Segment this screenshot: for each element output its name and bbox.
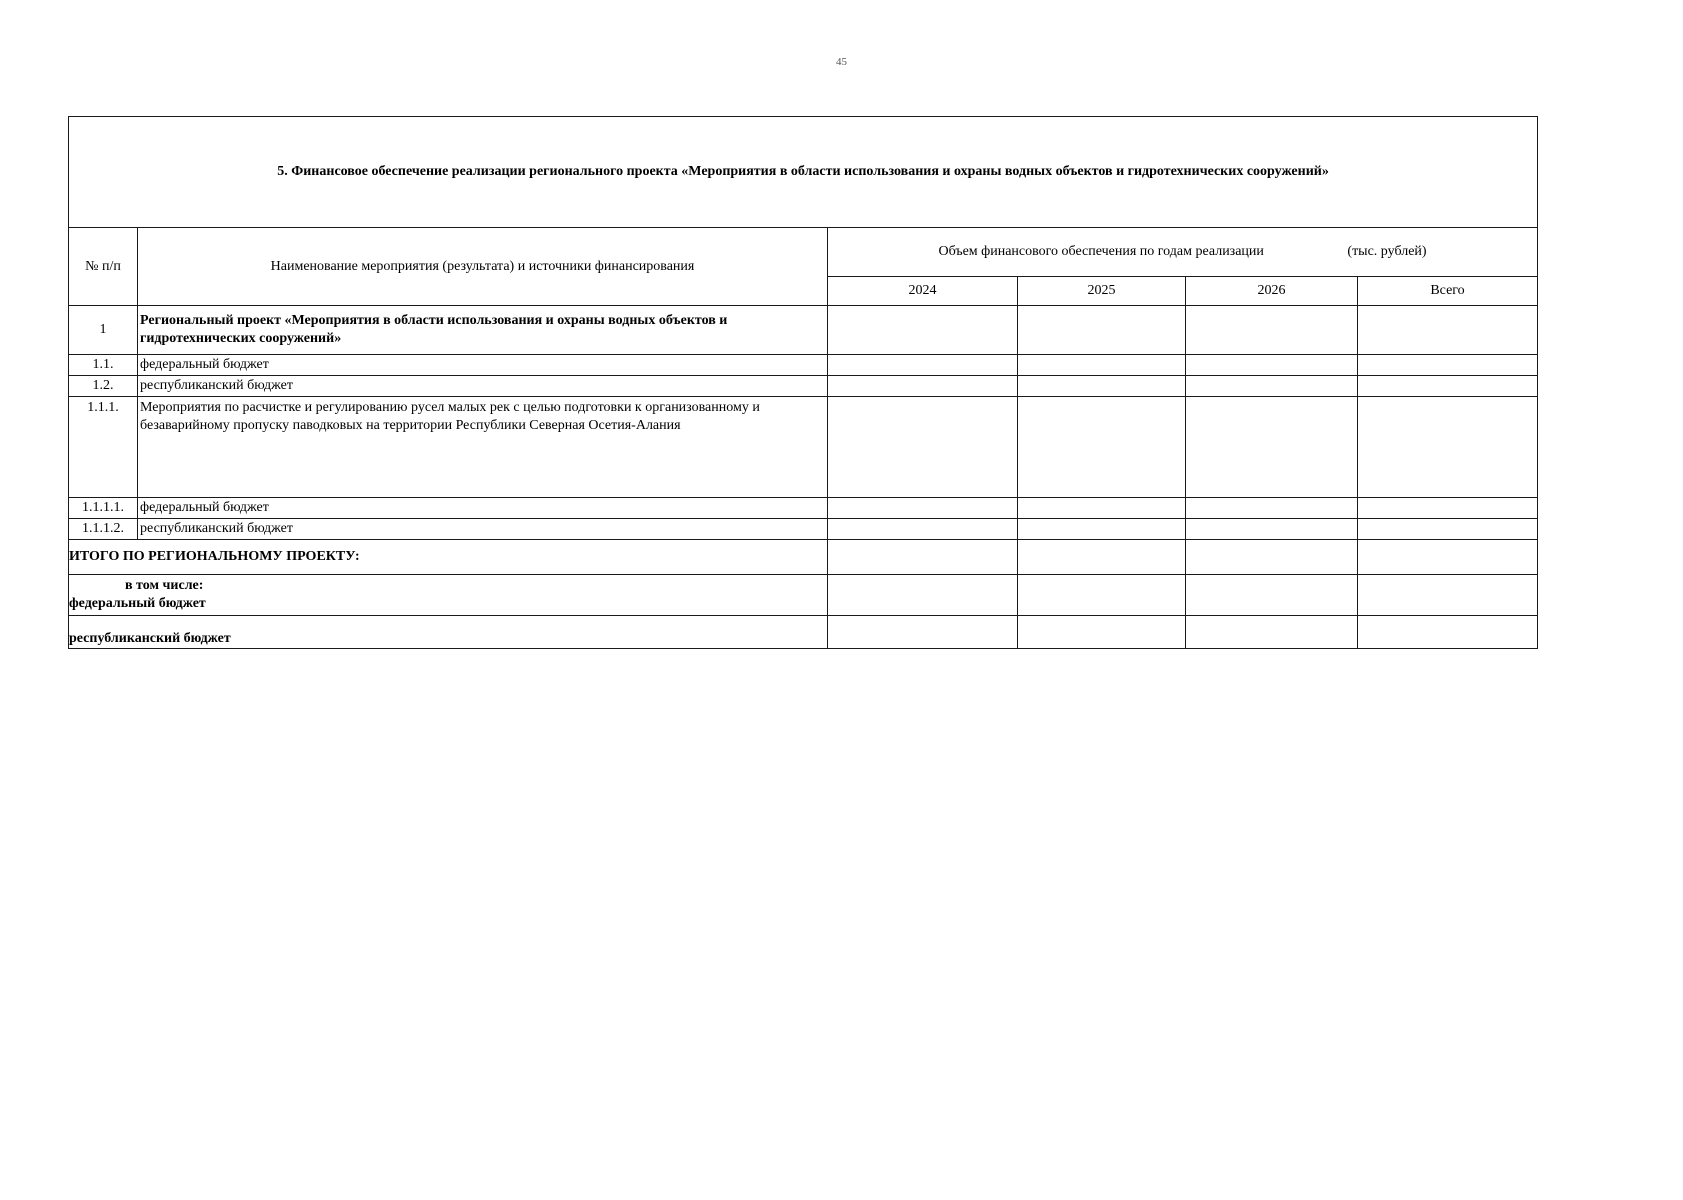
table-row [69, 397, 1538, 498]
cell-total [1358, 498, 1538, 519]
cell-total [1358, 376, 1538, 397]
federal-total-row [69, 575, 1538, 616]
federal-label: федеральный бюджет [69, 596, 206, 611]
cell-2026 [1186, 519, 1358, 540]
republic-label: республиканский бюджет [69, 616, 828, 649]
cell-2024 [828, 306, 1018, 355]
row-num: 1.2. [69, 376, 138, 397]
row-name: федеральный бюджет [138, 355, 828, 376]
table-row [69, 376, 1538, 397]
header-volume-label: Объем финансового обеспечения по годам реализации [938, 244, 1264, 259]
row-num: 1.1.1. [69, 397, 138, 498]
cell-2025 [1018, 575, 1186, 616]
cell-2024 [828, 616, 1018, 649]
federal-total-label-cell [69, 575, 828, 616]
republic-total-row [69, 616, 1538, 649]
cell-total [1358, 616, 1538, 649]
cell-total [1358, 397, 1538, 498]
table-row [69, 355, 1538, 376]
row-num: 1.1. [69, 355, 138, 376]
cell-2024 [828, 498, 1018, 519]
header-num: № п/п [69, 228, 138, 306]
table-row [69, 519, 1538, 540]
row-name: республиканский бюджет [138, 519, 828, 540]
cell-2025 [1018, 397, 1186, 498]
table-row [69, 498, 1538, 519]
cell-total [1358, 355, 1538, 376]
cell-2026 [1186, 498, 1358, 519]
cell-2025 [1018, 306, 1186, 355]
header-name: Наименование мероприятия (результата) и источники финансирования [138, 228, 828, 306]
table-row [69, 306, 1538, 355]
cell-2024 [828, 355, 1018, 376]
cell-2025 [1018, 616, 1186, 649]
cell-2025 [1018, 540, 1186, 575]
cell-2026 [1186, 376, 1358, 397]
cell-2025 [1018, 498, 1186, 519]
row-name: федеральный бюджет [138, 498, 828, 519]
table-title: 5. Финансовое обеспечение реализации регионального проекта «Мероприятия в области использования и охраны водных объектов и гидротехнических сооружений» [69, 117, 1538, 228]
cell-total [1358, 575, 1538, 616]
row-num: 1 [69, 306, 138, 355]
row-name: Мероприятия по расчистке и регулированию русел малых рек с целью подготовки к организованному и безаварийному пропуску паводковых на территории Республики Северная Осетия-Алания [138, 397, 828, 498]
cell-2026 [1186, 616, 1358, 649]
row-name: республиканский бюджет [138, 376, 828, 397]
financing-table [68, 116, 1538, 649]
total-row [69, 540, 1538, 575]
cell-2026 [1186, 355, 1358, 376]
header-units: (тыс. рублей) [1347, 244, 1427, 259]
row-name: Региональный проект «Мероприятия в области использования и охраны водных объектов и гидротехнических сооружений» [138, 306, 828, 355]
cell-2025 [1018, 519, 1186, 540]
page-number: 45 [836, 56, 847, 68]
including-label: в том числе: [125, 578, 204, 593]
cell-total [1358, 519, 1538, 540]
cell-2025 [1018, 376, 1186, 397]
cell-2024 [828, 575, 1018, 616]
header-year-2026: 2026 [1186, 277, 1358, 306]
cell-2025 [1018, 355, 1186, 376]
cell-total [1358, 540, 1538, 575]
header-year-2024: 2024 [828, 277, 1018, 306]
row-num: 1.1.1.1. [69, 498, 138, 519]
cell-2024 [828, 519, 1018, 540]
cell-2026 [1186, 306, 1358, 355]
total-label: ИТОГО ПО РЕГИОНАЛЬНОМУ ПРОЕКТУ: [69, 540, 828, 575]
row-num: 1.1.1.2. [69, 519, 138, 540]
header-volume [828, 228, 1538, 277]
cell-2026 [1186, 397, 1358, 498]
cell-2026 [1186, 575, 1358, 616]
cell-2024 [828, 376, 1018, 397]
header-total: Всего [1358, 277, 1538, 306]
cell-2024 [828, 397, 1018, 498]
header-year-2025: 2025 [1018, 277, 1186, 306]
cell-total [1358, 306, 1538, 355]
cell-2024 [828, 540, 1018, 575]
cell-2026 [1186, 540, 1358, 575]
